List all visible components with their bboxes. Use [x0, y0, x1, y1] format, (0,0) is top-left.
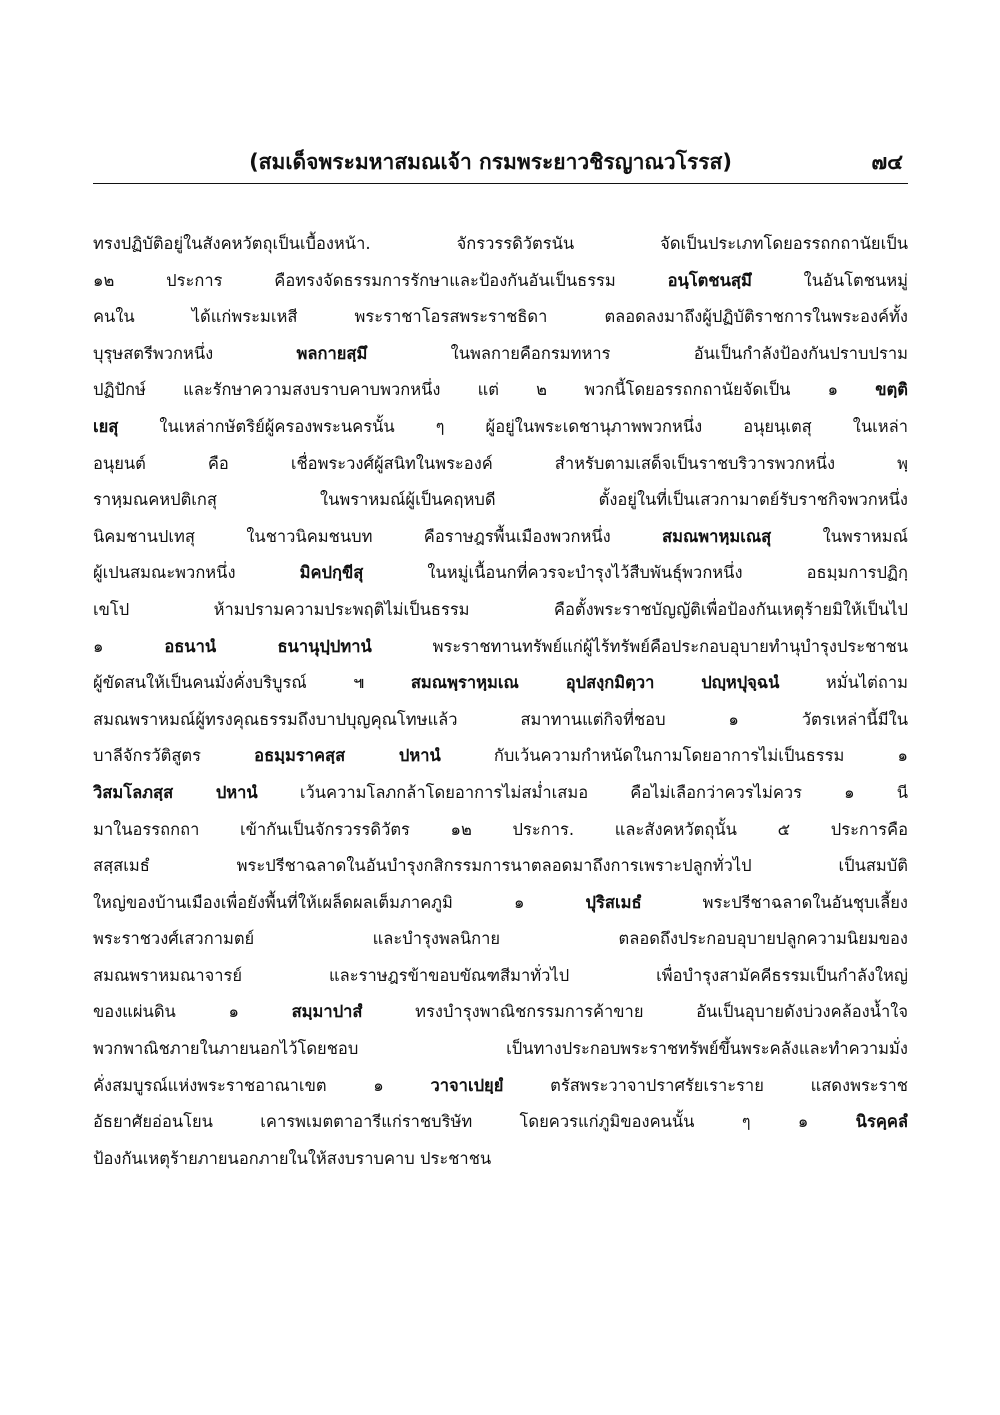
text-line — [93, 629, 908, 666]
text-run: ตรัสพระวาจาปราศรัยเราะราย แสดงพระราช — [503, 1075, 908, 1095]
text-run: อนุยนต์ คือ เชื่อพระวงศ์ผู้สนิทในพระองค์ สำหรับตามเสด็จเป็นราชบริวารพวกหนึ่ง พฺ — [93, 453, 908, 473]
text-run: ๑๒ ประการ คือทรงจัดธรรมการรักษาและป้องกันอันเป็นธรรม — [93, 270, 668, 290]
bold-term: อนฺโตชนสฺมึ — [667, 270, 752, 290]
text-run: คั่งสมบูรณ์แห่งพระราชอาณาเขต ๑ — [93, 1075, 431, 1095]
text-run: ป้องกันเหตุร้ายภายนอกภายในให้สงบราบคาบ ประชาชน — [93, 1148, 492, 1168]
bold-term: สมณพาหฺมเณสุ — [662, 526, 772, 546]
body-text — [93, 226, 908, 1177]
text-line — [93, 1068, 908, 1105]
text-run: ใหญ่ของบ้านเมืองเพื่อยังพื้นที่ให้เผล็ดผลเต็มภาคภูมิ ๑ — [93, 892, 586, 912]
text-run: มาในอรรถกถา เข้ากันเป็นจักรวรรดิวัตร ๑๒ ประการ. และสังคหวัตถุนั้น ๕ ประการคือ — [93, 819, 908, 839]
text-run: ราหฺมณคหปติเกสุ ในพราหมณ์ผู้เป็นคฤหบดี ตั้งอยู่ในที่เป็นเสวกามาตย์รับราชกิจพวกหนึ่ง — [93, 490, 908, 510]
text-line — [93, 848, 908, 885]
bold-term: วิสมโลภสฺส ปหานํ — [93, 782, 258, 802]
bold-term: พลกายสฺมึ — [296, 343, 368, 363]
text-line — [93, 409, 908, 446]
bold-term: วาจาเปยฺยํ — [430, 1075, 504, 1095]
text-run: บุรุษสตรีพวกหนึ่ง — [93, 343, 297, 363]
text-line — [93, 372, 908, 409]
bold-term: ขตฺติ — [875, 380, 908, 400]
text-line — [93, 519, 908, 556]
bold-term: นิรคฺคลํ — [855, 1112, 908, 1132]
text-line — [93, 702, 908, 739]
text-line — [93, 738, 908, 775]
text-run: สมณพราหมณ์ผู้ทรงคุณธรรมถึงบาปบุญคุณโทษแล้ว สมาทานแต่กิจที่ชอบ ๑ วัตรเหล่านี้มีใน — [93, 709, 908, 729]
text-run: พระปรีชาฉลาดในอันชุบเลี้ยง — [641, 892, 908, 912]
header-title: (สมเด็จพระมหาสมณเจ้า กรมพระยาวชิรญาณวโรรส) — [249, 150, 732, 174]
text-run: ของแผ่นดิน ๑ — [93, 1002, 292, 1022]
text-line — [93, 921, 908, 958]
text-line — [93, 446, 908, 483]
text-run: หมั่นไต่ถาม — [779, 673, 908, 693]
text-line — [93, 812, 908, 849]
header-rule — [93, 183, 908, 184]
text-line — [93, 482, 908, 519]
text-run: ผู้เปนสมณะพวกหนึ่ง — [93, 563, 300, 583]
text-line — [93, 226, 908, 263]
text-run: ในพลกายคือกรมทหาร อันเป็นกำลังป้องกันปราบปราม — [367, 343, 908, 363]
text-run: ในเหล่ากษัตริย์ผู้ครองพระนครนั้น ๆ ผู้อยู่ในพระเดชานุภาพพวกหนึ่ง อนุยนฺเตสุ ในเหล่า — [118, 416, 908, 436]
text-line — [93, 336, 908, 373]
text-line — [93, 958, 908, 995]
bold-term: อธมฺมราคสฺส ปหานํ — [254, 746, 441, 766]
text-run: ๑ — [93, 636, 165, 656]
text-run: ในพราหมณ์ — [771, 526, 908, 546]
text-line — [93, 1104, 908, 1141]
text-run: ในหมู่เนื้อนกที่ควรจะบำรุงไว้สืบพันธุ์พวกหนึ่ง อธมฺมการปฏิกฺ — [363, 563, 908, 583]
text-run: ปฏิปักษ์ และรักษาความสงบราบคาบพวกหนึ่ง แต่ ๒ พวกนี้โดยอรรถกถานัยจัดเป็น ๑ — [93, 380, 876, 400]
bold-term: เยสุ — [93, 416, 119, 436]
text-line — [93, 555, 908, 592]
text-run: พระราชวงศ์เสวกามตย์ และบำรุงพลนิกาย ตลอดถึงประกอบอุบายปลูกความนิยมของ — [93, 929, 908, 949]
text-run: สสฺสเมธํ พระปรีชาฉลาดในอันบำรุงกสิกรรมการนาตลอดมาถึงการเพราะปลูกทั่วไป เป็นสมบัติ — [93, 856, 908, 876]
text-line — [93, 1031, 908, 1068]
text-run: ในอันโตชนหมู่ — [751, 270, 908, 290]
text-run: เว้นความโลภกล้าโดยอาการไม่สม่ำเสมอ คือไม่เลือกว่าควรไม่ควร ๑ นี — [257, 782, 908, 802]
text-run: นิคมชานปเทสุ ในชาวนิคมชนบท คือราษฎรพื้นเมืองพวกหนึ่ง — [93, 526, 663, 546]
text-line — [93, 775, 908, 812]
text-line — [93, 994, 908, 1031]
text-line — [93, 263, 908, 300]
text-line — [93, 592, 908, 629]
text-run: คนใน ได้แก่พระมเหสี พระราชาโอรสพระราชธิดา ตลอดลงมาถึงผู้ปฏิบัติราชการในพระองค์ทั้ง — [93, 307, 908, 327]
text-run: พระราชทานทรัพย์แก่ผู้ไร้ทรัพย์คือประกอบอุบายทำนุบำรุงประชาชน — [371, 636, 908, 656]
running-header — [93, 144, 908, 184]
text-run: ผู้ขัดสนให้เป็นคนมั่งคั่งบริบูรณ์ ๚ — [93, 673, 411, 693]
text-run: กับเว้นความกำหนัดในกามโดยอาการไม่เป็นธรรม ๑ — [440, 746, 908, 766]
text-run: เขโป ห้ามปรามความประพฤติไม่เป็นธรรม คือตั้งพระราชบัญญัติเพื่อป้องกันเหตุร้ายมิให้เป็นไป — [93, 599, 908, 619]
bold-term: มิคปกฺขีสุ — [299, 563, 364, 583]
bold-term: สมฺมาปาสํ — [291, 1002, 363, 1022]
text-run: ทรงบำรุงพาณิชกรรมการค้าขาย อันเป็นอุบายดังบ่วงคล้องน้ำใจ — [362, 1002, 908, 1022]
bold-term: สมณพฺราหฺมเณ อุปสงฺกมิตฺวา ปญฺหปุจฺฉนํ — [410, 673, 780, 693]
bold-term: อธนานํ ธนานุปฺปทานํ — [164, 636, 372, 656]
page-number: ๗๔ — [871, 150, 903, 174]
text-run: สมณพราหมณาจารย์ และราษฎรข้าขอบขัณฑสีมาทั่วไป เพื่อบำรุงสามัคคีธรรมเป็นกำลังใหญ่ — [93, 965, 908, 985]
text-run: อัธยาศัยอ่อนโยน เคารพเมตตาอารีแก่ราชบริษัท โดยควรแก่ภูมิของคนนั้น ๆ ๑ — [93, 1112, 856, 1132]
text-line — [93, 299, 908, 336]
text-line — [93, 885, 908, 922]
text-run: บาลีจักรวัติสูตร — [93, 746, 255, 766]
text-line — [93, 665, 908, 702]
bold-term: ปุริสเมธํ — [585, 892, 642, 912]
text-run: พวกพาณิชภายในภายนอกไว้โดยชอบ เป็นทางประกอบพระราชทรัพย์ขึ้นพระคลังและทำความมั่ง — [93, 1039, 908, 1059]
text-run: ทรงปฏิบัติอยู่ในสังคหวัตถุเป็นเบื้องหน้า. จักรวรรดิวัตรนัน จัดเป็นประเภทโดยอรรถกถานัยเป็น — [93, 234, 908, 253]
text-line — [93, 1141, 908, 1178]
